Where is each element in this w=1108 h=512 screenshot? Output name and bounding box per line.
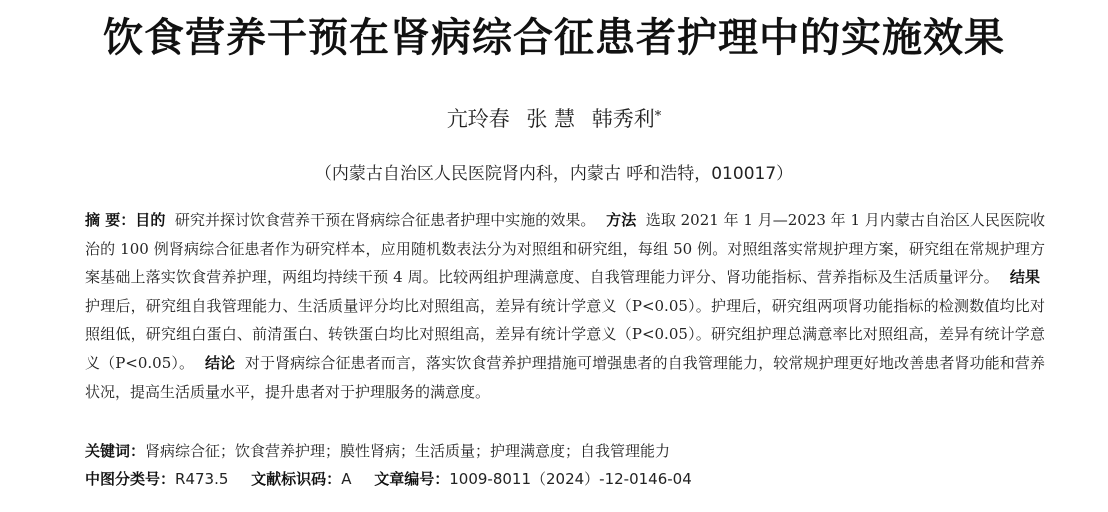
objective-text: 研究并探讨饮食营养干预在肾病综合征患者护理中实施的效果。 — [174, 211, 596, 229]
abstract-label: 摘 要： — [85, 211, 136, 229]
article-no-field — [374, 470, 692, 488]
keywords — [85, 438, 1045, 464]
author-list — [0, 104, 1108, 134]
clc-value: R473.5 — [175, 470, 229, 488]
results-text: 护理后，研究组自我管理能力、生活质量评分均比对照组高，差异有统计学意义（P<0.05）。护理后，研究组两项肾功能指标的检测数值均比对照组低，研究组白蛋白、前清蛋白、转铁蛋白均比对照组高，差异有统计学意义（P<0.05）。研究组护理总满意率比对照组高，差异有统计学意义（P<0.05）。 — [85, 296, 1045, 372]
methods-text: 选取 2021 年 1 月—2023 年 1 月内蒙古自治区人民医院收治的 100 例肾病综合征患者作为研究样本，应用随机数表法分为对照组和研究组，每组 50 例。对照组落实常规护理方案，研究组在常规护理方案基础上落实饮食营养护理，两组均持续干预 4 周。比较两组护理满意度、自我管理能力评分、肾功能指标、营养指标及生活质量评分。 — [85, 211, 1045, 287]
classification-line — [85, 466, 1045, 492]
doc-code-field — [251, 470, 351, 488]
paper-title: 饮食营养干预在肾病综合征患者护理中的实施效果 — [103, 15, 1005, 61]
author-name: 张 慧 — [526, 107, 576, 131]
keywords-text: 肾病综合征；饮食营养护理；膜性肾病；生活质量；护理满意度；自我管理能力 — [145, 442, 671, 460]
results-label: 结果 — [1009, 268, 1041, 287]
conclusion-text: 对于肾病综合征患者而言，落实饮食营养护理措施可增强患者的自我管理能力，较常规护理更好地改善患者肾功能和营养状况，提高生活质量水平，提升患者对于护理服务的满意度。 — [85, 353, 1045, 401]
corresponding-author-mark: * — [654, 109, 662, 124]
abstract — [85, 206, 1045, 406]
methods-label: 方法 — [606, 211, 637, 229]
doc-code-value: A — [341, 470, 352, 488]
keywords-label: 关键词： — [85, 442, 146, 460]
article-no-label: 文章编号： — [374, 470, 450, 488]
objective-label: 目的 — [135, 211, 166, 229]
clc-label: 中图分类号： — [85, 470, 176, 488]
clc-field — [85, 470, 228, 488]
conclusion-label: 结论 — [204, 353, 236, 372]
author-name: 亢玲春 — [446, 107, 510, 131]
author-name: 韩秀利* — [591, 107, 662, 131]
doc-code-label: 文献标识码： — [251, 470, 342, 488]
affiliation: （内蒙古自治区人民医院肾内科，内蒙古 呼和浩特，010017） — [314, 164, 794, 184]
article-no-value: 1009-8011（2024）-12-0146-04 — [449, 470, 692, 488]
